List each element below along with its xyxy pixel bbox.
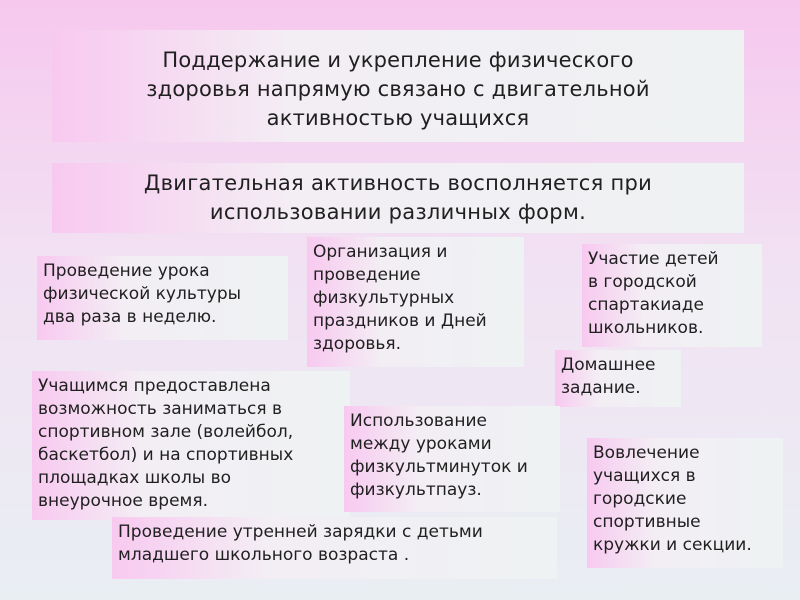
form-box-text: Проведение утренней зарядки с детьми младшего школьного возраста . <box>118 522 483 565</box>
form-box-text: Учащимся предоставлена возможность заниматься в спортивном зале (волейбол, баскетбол) и на спортивных площадках школы во внеурочное время. <box>38 376 294 511</box>
form-box-text: Участие детей в городской спартакиаде школьников. <box>588 249 719 338</box>
form-box-text: Использование между уроками физкультминуток и физкультпауз. <box>350 411 528 500</box>
form-box-homework <box>555 350 681 407</box>
form-box-sports-clubs <box>587 438 783 568</box>
form-box-sports-holidays <box>307 237 524 367</box>
form-box-city-spartakiad <box>582 244 762 347</box>
form-box-text: Организация и проведение физкультурных праздников и Дней здоровья. <box>313 242 487 354</box>
slide-title <box>52 30 744 142</box>
form-box-fitness-breaks <box>344 406 560 512</box>
form-box-text: Вовлечение учащихся в городские спортивные кружки и секции. <box>593 443 752 555</box>
form-box-extracurricular-gym <box>32 371 350 520</box>
form-box-text: Проведение урока физической культуры два раза в неделю. <box>43 261 242 327</box>
slide-title-text: Поддержание и укрепление физического здоровья напрямую связано с двигательной активностью учащихся <box>146 48 650 130</box>
slide-subtitle-text: Двигательная активность восполняется при использовании различных форм. <box>143 171 653 224</box>
form-box-morning-exercise <box>112 517 557 579</box>
slide-subtitle <box>52 163 744 233</box>
form-box-text: Домашнее задание. <box>561 355 656 398</box>
form-box-pe-lessons <box>37 256 288 340</box>
